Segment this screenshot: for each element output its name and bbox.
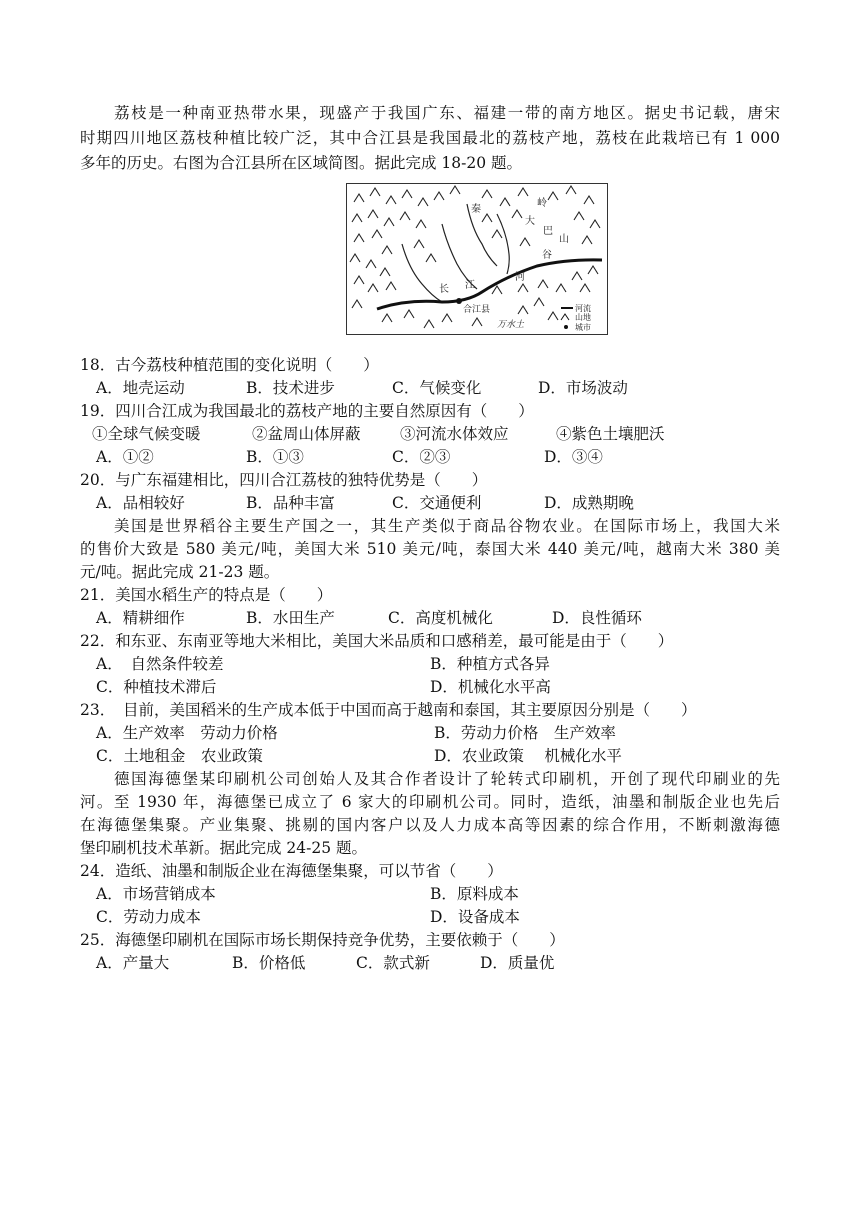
q20-option-c: C．交通便利 — [392, 494, 482, 512]
mountain-symbol — [518, 284, 528, 292]
mountain-symbol — [442, 314, 452, 322]
q23-option-b: B．劳动力价格 生产效率 — [434, 724, 616, 742]
map-legend — [561, 303, 591, 332]
map-label: 大 — [525, 216, 535, 227]
mountain-symbol — [384, 218, 394, 226]
mountain-symbol — [400, 212, 410, 220]
q25-option-b: B．价格低 — [232, 954, 306, 972]
mountain-symbol — [472, 318, 482, 326]
map-label: 谷 — [542, 250, 552, 261]
map-label: 岭 — [537, 198, 547, 209]
mountain-symbol — [372, 230, 382, 238]
q19-option-b: B．①③ — [246, 448, 304, 466]
mountain-symbol — [500, 198, 510, 206]
mountain-symbol — [382, 246, 392, 254]
q22-stem: 22．和东亚、东南亚等地大米相比，美国大米品质和口感稍差，最可能是由于（ ） — [80, 632, 674, 650]
q22-option-c: C．种植技术滞后 — [96, 678, 217, 696]
mountain-symbol — [350, 254, 360, 262]
intro2-line-1: 美国是世界稻谷主要生产国之一，其生产类似于商品谷物农业。在国际市场上，我国大米 — [114, 517, 780, 535]
map-label: 秦 — [471, 204, 481, 215]
q21-stem: 21．美国水稻生产的特点是（ ） — [80, 586, 333, 604]
mountain-symbol — [402, 190, 412, 198]
mountain-symbol — [354, 276, 364, 284]
q18-stem: 18．古今荔枝种植范围的变化说明（ ） — [80, 356, 379, 374]
map-label: 江 — [465, 280, 475, 291]
q20-option-d: D．成熟期晚 — [544, 494, 634, 512]
map-label: 河 — [515, 272, 525, 283]
q19-stem: 19．四川合江成为我国最北的荔枝产地的主要自然原因有（ ） — [80, 402, 534, 420]
q22-option-a: A． 自然条件较差 — [96, 655, 224, 673]
q24-option-a: A．市场营销成本 — [96, 885, 216, 903]
q19-option-a: A．①② — [96, 448, 154, 466]
intro2-line-2: 的售价大致是 580 美元/吨，美国大米 510 美元/吨，泰国大米 440 美元/吨，越南大米 380 美 — [80, 540, 780, 558]
mountain-symbol — [520, 238, 530, 246]
mountain-symbol — [368, 284, 378, 292]
mountain-symbol — [518, 306, 528, 314]
mountain-symbol — [382, 314, 392, 322]
intro1-line-3: 多年的历史。右图为合江县所在区域简图。据此完成 18-20 题。 — [80, 154, 523, 172]
mountain-symbol — [512, 210, 522, 218]
mountain-symbol — [574, 212, 584, 220]
mountain-symbol — [450, 186, 460, 194]
mountain-symbol — [426, 254, 436, 262]
q18-option-d: D．市场波动 — [538, 379, 628, 397]
q21-option-a: A．精耕细作 — [96, 609, 185, 627]
intro3-line-2: 河。至 1930 年，海德堡已成立了 6 家大的印刷机公司。同时，造纸，油墨和制版企业也先后 — [80, 793, 780, 811]
q20-stem: 20．与广东福建相比，四川合江荔枝的独特优势是（ ） — [80, 471, 488, 489]
q19-option-d: D．③④ — [544, 448, 603, 466]
map-scale-text: 万水土 — [497, 320, 525, 330]
mountain-symbol — [482, 214, 492, 222]
mountain-symbol — [354, 234, 364, 242]
intro3-line-3: 在海德堡集聚。产业集聚、挑剔的国内客户以及人力成本高等因素的综合作用，不断刺激海德 — [80, 816, 780, 834]
mountain-symbol — [352, 300, 362, 308]
q20-option-a: A．品相较好 — [96, 494, 185, 512]
mountain-symbol — [548, 192, 558, 200]
q24-option-c: C．劳动力成本 — [96, 908, 201, 926]
mountain-symbol — [416, 220, 426, 228]
legend-label: 城市 — [575, 323, 591, 332]
mountain-symbol — [354, 194, 364, 202]
mountain-symbol — [370, 188, 380, 196]
intro3-line-1: 德国海德堡某印刷机公司创始人及其合作者设计了轮转式印刷机，开创了现代印刷业的先 — [114, 770, 780, 788]
legend-mountain-symbol — [561, 314, 569, 320]
q19-item-2: ②盆周山体屏蔽 — [252, 425, 361, 443]
hejiang-city-marker — [456, 298, 462, 304]
q21-option-b: B．水田生产 — [246, 609, 335, 627]
mountain-symbol — [414, 240, 424, 248]
q23-option-c: C．土地租金 农业政策 — [96, 747, 263, 765]
mountain-symbol — [380, 268, 390, 276]
tributary-river-3 — [402, 244, 442, 302]
q19-item-4: ④紫色土壤肥沃 — [556, 425, 665, 443]
q23-stem: 23． 目前，美国稻米的生产成本低于中国而高于越南和泰国，其主要原因分别是（ ） — [80, 701, 697, 719]
intro3-line-4: 堡印刷机技术革新。据此完成 24-25 题。 — [80, 839, 368, 857]
mountain-symbol — [366, 260, 376, 268]
q25-option-c: C．款式新 — [356, 954, 430, 972]
mountain-symbol — [518, 188, 528, 196]
q25-option-d: D．质量优 — [480, 954, 555, 972]
mountain-symbol — [492, 286, 502, 294]
map-label-hejiang: 合江县 — [463, 305, 491, 315]
mountain-symbol — [572, 272, 582, 280]
legend-label: 山地 — [575, 313, 591, 322]
q24-stem: 24．造纸、油墨和制版企业在海德堡集聚，可以节省（ ） — [80, 862, 503, 880]
q21-option-c: C．高度机械化 — [388, 609, 493, 627]
mountain-symbol — [538, 280, 548, 288]
mountain-symbol — [424, 320, 434, 328]
mountain-symbol — [582, 236, 592, 244]
q24-option-b: B．原料成本 — [430, 885, 519, 903]
map-drawing — [347, 184, 607, 334]
legend-label: 河流 — [575, 304, 591, 313]
mountain-symbol — [584, 196, 594, 204]
mountain-symbol — [548, 312, 558, 320]
mountain-symbol — [386, 196, 396, 204]
mountain-symbol — [590, 220, 600, 228]
intro1-line-1: 荔枝是一种南亚热带水果，现盛产于我国广东、福建一带的南方地区。据史书记载，唐宋 — [114, 104, 780, 122]
mountain-symbol — [482, 190, 492, 198]
mountain-symbol — [588, 266, 598, 274]
q22-option-d: D．机械化水平高 — [430, 678, 551, 696]
tributary-river-4 — [497, 214, 509, 274]
mountain-symbol — [352, 214, 362, 222]
q20-option-b: B．品种丰富 — [246, 494, 335, 512]
mountain-symbol — [580, 284, 590, 292]
q19-item-3: ③河流水体效应 — [400, 425, 509, 443]
mountain-symbol — [492, 230, 502, 238]
map-label: 长 — [439, 284, 449, 295]
mountain-symbol — [404, 310, 414, 318]
legend-city-symbol — [564, 325, 568, 329]
mountain-symbol — [434, 192, 444, 200]
q25-option-a: A．产量大 — [96, 954, 170, 972]
intro1-line-2: 时期四川地区荔枝种植比较广泛，其中合江县是我国最北的荔枝产地，荔枝在此栽培已有 1 000 — [80, 129, 780, 147]
q25-stem: 25．海德堡印刷机在国际市场长期保持竞争优势，主要依赖于（ ） — [80, 931, 565, 949]
q18-option-b: B．技术进步 — [246, 379, 335, 397]
hejiang-region-map — [346, 183, 608, 335]
mountain-symbol — [556, 284, 566, 292]
intro2-line-3: 元/吨。据此完成 21-23 题。 — [80, 563, 280, 581]
q24-option-d: D．设备成本 — [430, 908, 520, 926]
mountain-symbol — [368, 210, 378, 218]
map-label: 巴 — [543, 226, 553, 237]
map-label: 山 — [559, 234, 569, 245]
q22-option-b: B．种植方式各异 — [430, 655, 550, 673]
q23-option-a: A．生产效率 劳动力价格 — [96, 724, 278, 742]
q19-item-1: ①全球气候变暖 — [92, 425, 201, 443]
mountain-symbol — [386, 282, 396, 290]
q21-option-d: D．良性循环 — [552, 609, 642, 627]
q19-option-c: C．②③ — [392, 448, 451, 466]
q18-option-a: A．地壳运动 — [96, 379, 185, 397]
mountain-symbol — [534, 298, 544, 306]
mountain-symbol — [566, 186, 576, 194]
q18-option-c: C．气候变化 — [392, 379, 482, 397]
mountain-symbol — [418, 198, 428, 206]
q23-option-d: D．农业政策 机械化水平 — [434, 747, 622, 765]
